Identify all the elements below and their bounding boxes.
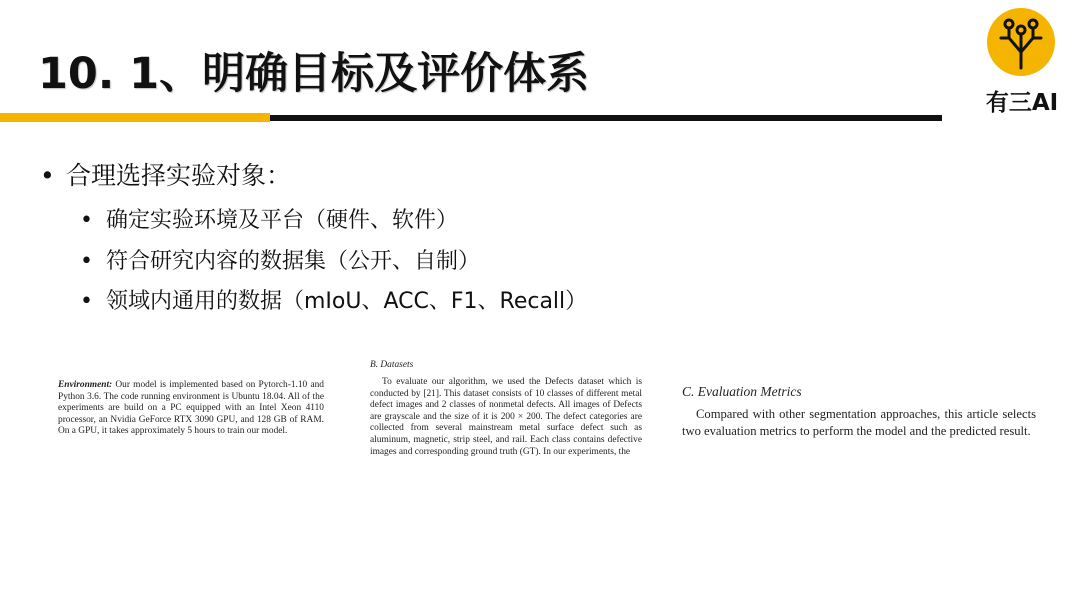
bullet-dot: • [80, 208, 93, 233]
bullet-dot: • [80, 249, 93, 274]
title-rule-accent [0, 113, 270, 122]
logo-text: 有三AI [985, 90, 1059, 116]
slide-title: 10. 1、明确目标及评价体系 [38, 49, 590, 99]
environment-text: Our model is implemented based on Pytorch-1.10 and Python 3.6. The code running environment is Ubuntu 18.04. All of the experiments are build on a PC equipped with an Intel Xeon 4110 processor, an Nvidia GeForce RTX 3090 GPU, and 128 GB of RAM. On a GPU, it takes approximately 5 hours to train our model. [58, 380, 324, 437]
bullet-dot: • [80, 289, 93, 314]
datasets-heading: B. Datasets [370, 360, 414, 370]
datasets-paragraph: To evaluate our algorithm, we used the Defects dataset which is conducted by [21]. This dataset consists of 10 classes of different metal defect images and 2 classes of nonmetal defects. All images of Defects are grayscale and the size of it is 200 × 200. The defect categories are collected from several mainstream metal surface defect such as aluminum, magnetic, strip steel, and rail. Each class contains defective images and corresponding ground truth (GT). In our experiments, the [370, 377, 642, 457]
bullet-main-text: 合理选择实验对象： [66, 161, 292, 190]
bullet-sub [80, 284, 587, 315]
metrics-heading: C. Evaluation Metrics [682, 384, 802, 399]
bullet-sub-text: 确定实验环境及平台（硬件、软件） [106, 208, 459, 233]
environment-label: Environment: [58, 380, 113, 390]
bullet-sub-text: 领域内通用的数据（mIoU、ACC、F1、Recall） [106, 289, 588, 314]
bullet-sub [80, 203, 458, 234]
circuit-logo-icon [987, 8, 1055, 76]
logo [980, 8, 1064, 116]
paper-environment-paragraph [58, 380, 324, 438]
metrics-paragraph: Compared with other segmentation approaches, this article selects two evaluation metrics to perform the model and the predicted result. [682, 407, 1036, 438]
bullet-sub-text: 符合研究内容的数据集（公开、自制） [106, 249, 481, 274]
bullet-main [40, 156, 291, 192]
bullet-sub [80, 244, 480, 275]
title-rule [270, 115, 942, 121]
bullet-dot: • [40, 161, 55, 190]
